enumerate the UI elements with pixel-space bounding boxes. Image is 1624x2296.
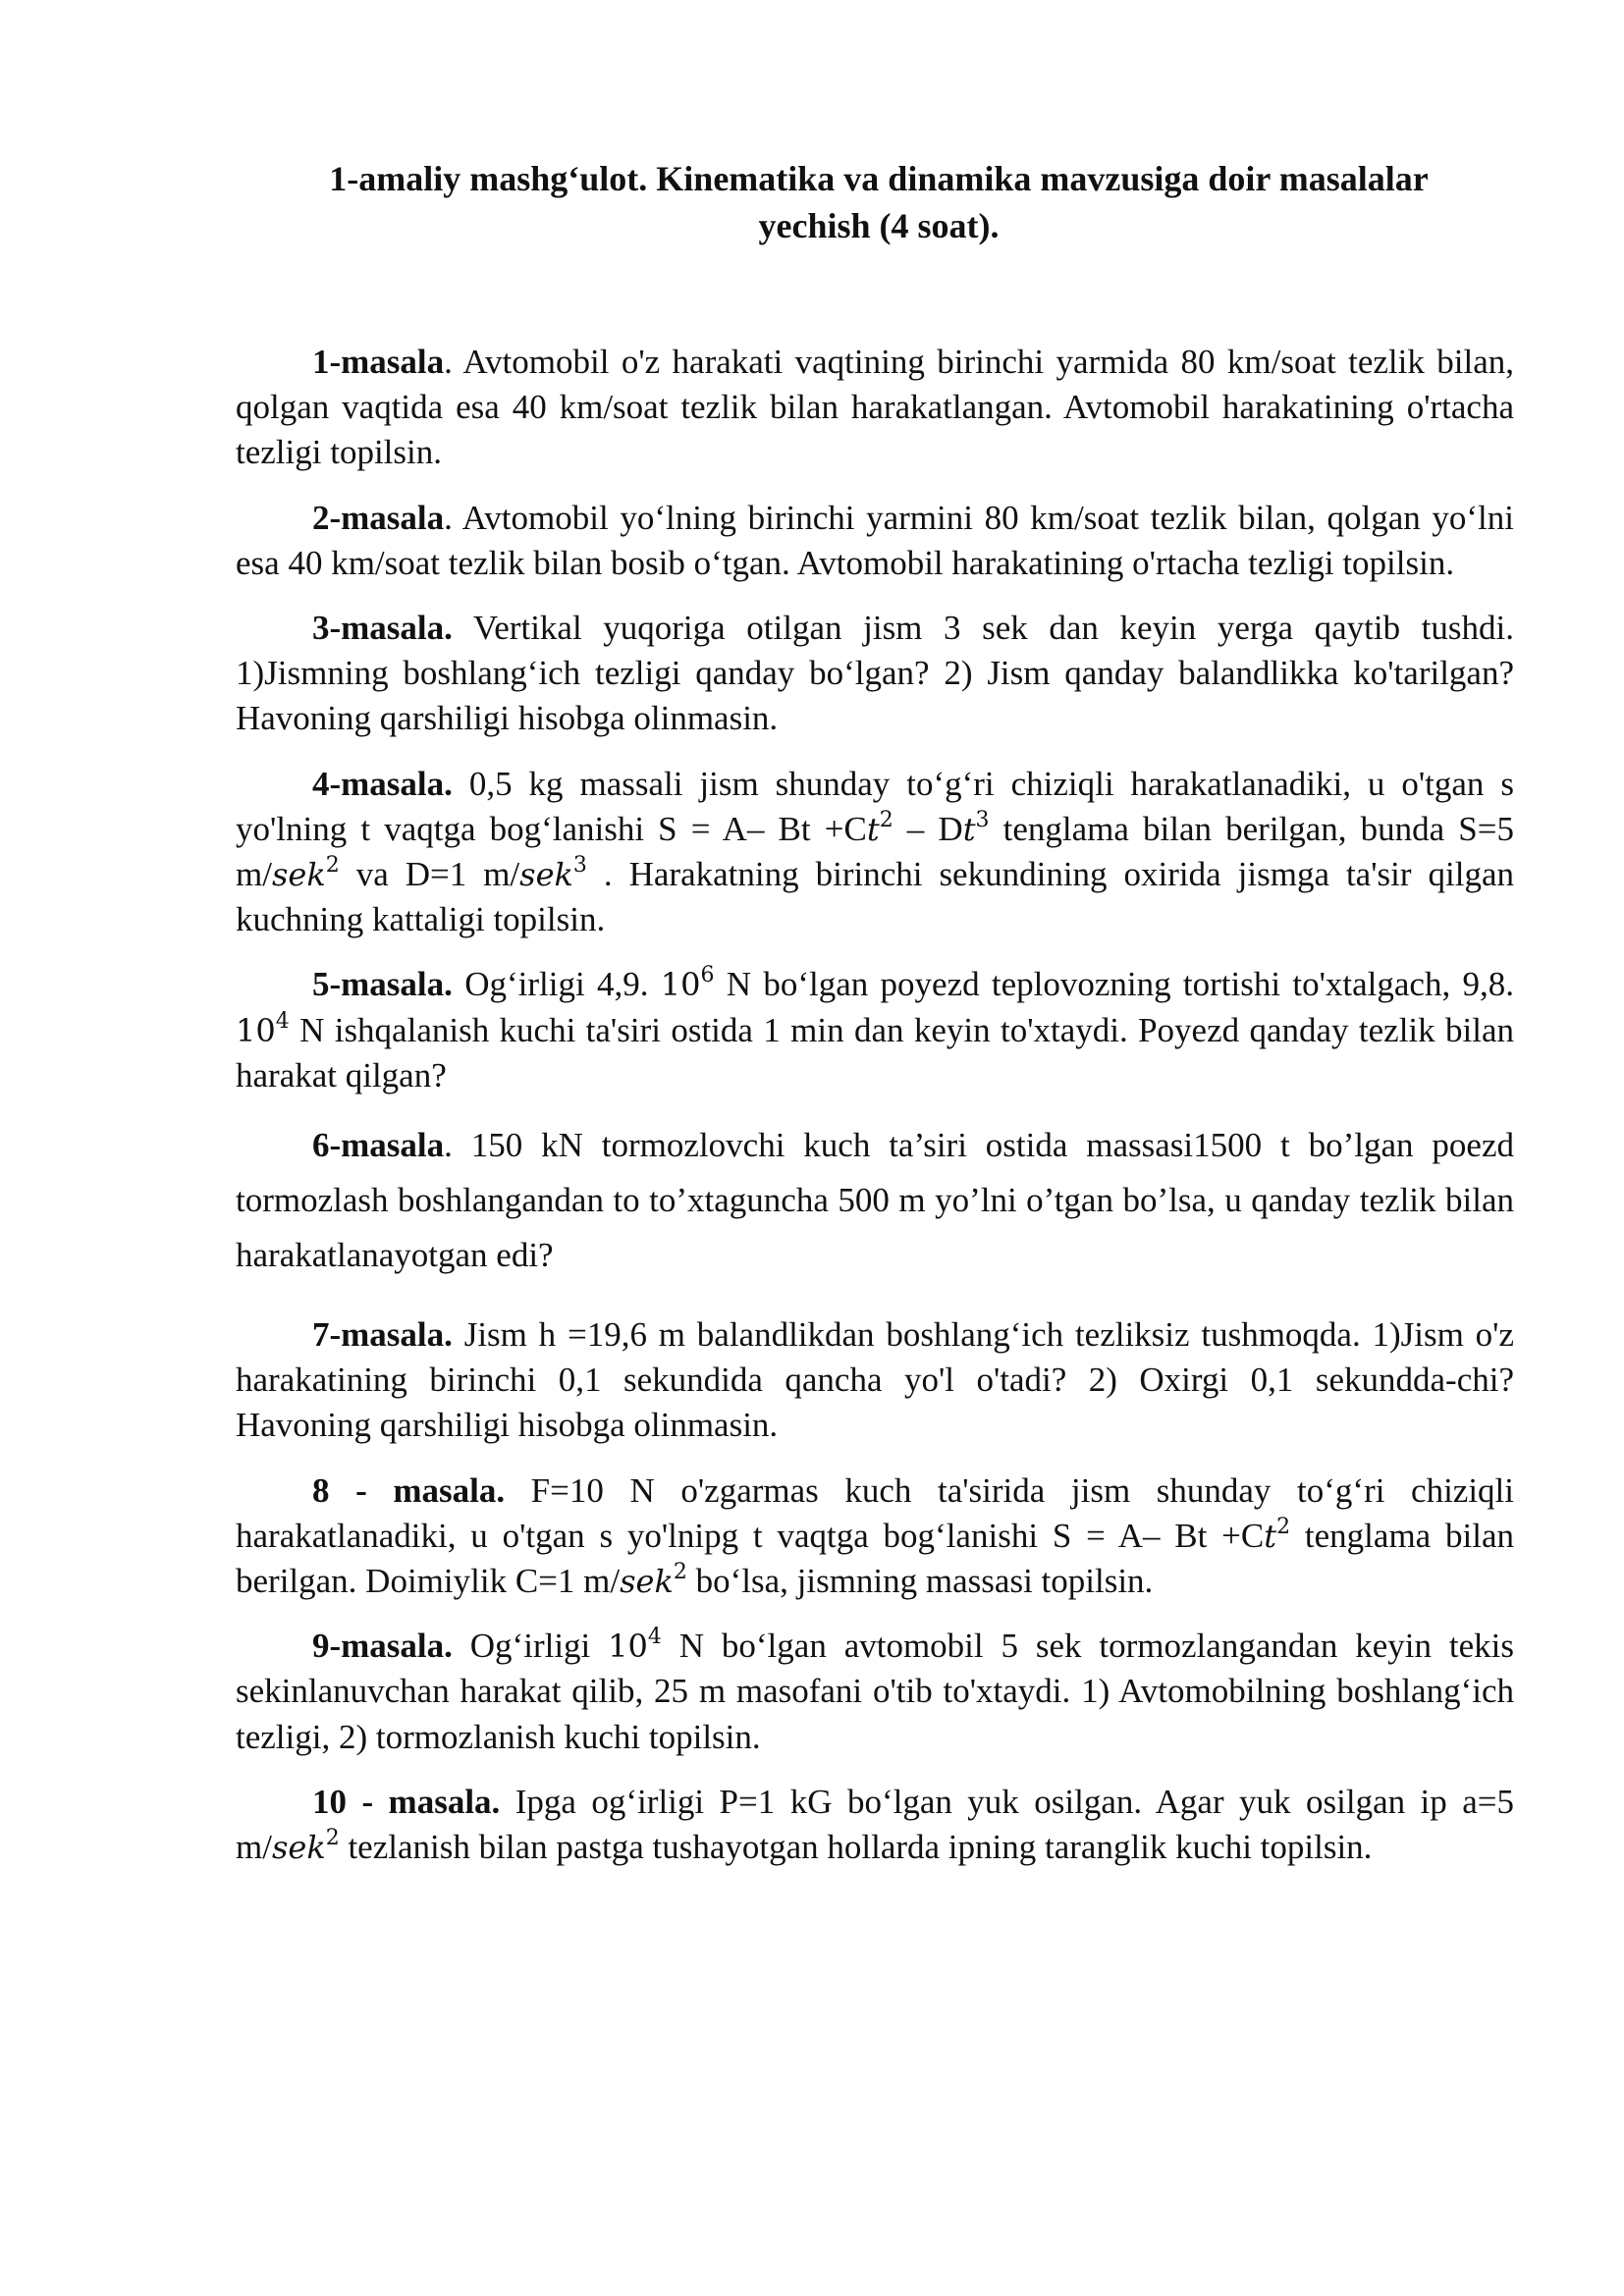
math-unit-sek: sek [271, 1829, 326, 1867]
problem-9-label: 9-masala. [312, 1627, 453, 1666]
problem-4-label: 4-masala. [312, 764, 453, 803]
problem-3 [236, 606, 1514, 742]
math-exponent: 3 [975, 807, 990, 832]
problem-8-text-1: F=10 N o'zgarmas kuch ta'sirida jism shunday to‘g‘ri chiziqli harakatlanadiki, u o'tgan s yo'lnipg t vaqtga bog‘lanishi S = A– Bt +C [236, 1470, 1515, 1555]
page-title [236, 155, 1522, 249]
math-exponent: 2 [673, 1560, 687, 1585]
problem-4-text-3: tenglama bilan berilgan, bunda S=5 m/ [236, 809, 1515, 894]
problem-10 [236, 1780, 1514, 1870]
problem-1-text: . Avtomobil o'z harakati vaqtining birinchi yarmida 80 km/soat tezlik bilan, qolgan vaqtida esa 40 km/soat tezlik bilan harakatlangan. Avtomobil harakatining o'rtacha tezligi topilsin. [236, 343, 1514, 472]
math-number: 10 [608, 1628, 648, 1666]
math-exponent: 2 [1276, 1514, 1291, 1539]
problem-7 [236, 1312, 1514, 1449]
problem-2-label: 2-masala [312, 498, 445, 537]
math-unit-sek: sek [519, 856, 573, 894]
problem-2 [236, 496, 1514, 586]
problem-6 [236, 1118, 1514, 1283]
problem-8-text-3: bo‘lsa, jismning massasi topilsin. [686, 1562, 1154, 1601]
problem-10-text-2: tezlanish bilan pastga tushayotgan hollarda ipning taranglik kuchi topilsin. [339, 1828, 1373, 1867]
problem-9-text-2: N bo‘lgan avtomobil 5 sek tormozlangandan keyin tekis sekinlanuvchan harakat qilib, 25 m masofani o'tib to'xtaydi. 1) Avtomobilning boshlang‘ich tezligi, 2) tormozlanish kuchi topilsin. [236, 1627, 1515, 1756]
problem-7-label: 7-masala. [312, 1315, 453, 1355]
math-exponent: 3 [572, 853, 587, 879]
math-var-t: t [866, 810, 880, 848]
math-exponent: 2 [325, 1826, 340, 1851]
problem-8 [236, 1468, 1514, 1605]
problem-9-text-1: Og‘irligi [452, 1627, 609, 1666]
problem-5 [236, 962, 1514, 1098]
problem-4 [236, 762, 1514, 943]
title-line-2: yechish (4 soat). [758, 206, 1000, 245]
problem-8-text-2: tenglama bilan berilgan. Doimiylik C=1 m/ [236, 1516, 1514, 1601]
math-unit-sek: sek [271, 856, 326, 894]
problem-3-text: Vertikal yuqoriga otilgan jism 3 sek dan keyin yerga qaytib tushdi. 1)Jismning boshlang‘ich tezligi qanday bo‘lgan? 2) Jism qanday balandlikka ko'tarilgan? Havoning qarshiligi hisobga olinmasin. [236, 609, 1514, 738]
math-number: 10 [660, 966, 701, 1004]
problem-10-text-1: Ipga og‘irligi P=1 kG bo‘lgan yuk osilgan. Agar yuk osilgan ip a=5 m/ [236, 1782, 1515, 1867]
problem-10-label: 10 - masala. [312, 1782, 501, 1821]
problem-1-label: 1-masala [312, 343, 445, 381]
math-exponent: 4 [647, 1625, 662, 1650]
math-exponent: 2 [325, 853, 340, 879]
problem-5-text-3: N ishqalanish kuchi ta'siri ostida 1 min dan keyin to'xtaydi. Poyezd qanday tezlik bilan harakat qilgan? [236, 1010, 1514, 1095]
problem-list [236, 340, 1514, 1890]
problem-3-label: 3-masala. [312, 609, 453, 648]
problem-7-text: Jism h =19,6 m balandlikdan boshlang‘ich tezliksiz tushmoqda. 1)Jism o'z harakatining birinchi 0,1 sekundida qancha yo'l o'tadi? 2) Oxirgi 0,1 sekundda-chi? Havoning qarshiligi hisobga olinmasin. [236, 1315, 1514, 1445]
math-exponent: 4 [275, 1008, 290, 1034]
math-var-t: t [1264, 1517, 1277, 1555]
problem-1 [236, 340, 1514, 476]
math-unit-sek: sek [620, 1563, 674, 1601]
title-line-1: 1-amaliy mashg‘ulot. Kinematika va dinamika mavzusiga doir masalalar [329, 159, 1429, 198]
problem-4-text-5: . Harakatning birinchi sekundining oxirida jismga ta'sir qilgan kuchning kattaligi topilsin. [236, 855, 1514, 939]
math-exponent: 2 [879, 807, 893, 832]
math-exponent: 6 [700, 963, 715, 988]
math-var-t: t [962, 810, 976, 848]
problem-9 [236, 1624, 1514, 1760]
problem-6-text: . 150 kN tormozlovchi kuch ta’siri ostida massasi1500 t bo’lgan poezd tormozlash boshlangandan to to’xtaguncha 500 m yo’lni o’tgan bo’lsa, u qanday tezlik bilan harakatlanayotgan edi? [236, 1126, 1514, 1275]
problem-6-label: 6-masala [312, 1126, 445, 1165]
problem-2-text: . Avtomobil yo‘lning birinchi yarmini 80 km/soat tezlik bilan, qolgan yo‘lni esa 40 km/soat tezlik bilan bosib o‘tgan. Avtomobil harakatining o'rtacha tezligi topilsin. [236, 498, 1514, 582]
problem-5-text-1: Og‘irligi 4,9. [452, 965, 661, 1004]
problem-4-text-1: 0,5 kg massali jism shunday to‘g‘ri chiziqli harakatlanadiki, u o'tgan s yo'lning t vaqtga bog‘lanishi S = A– Bt +C [236, 764, 1514, 848]
problem-5-label: 5-masala. [312, 965, 453, 1004]
problem-8-label: 8 - masala. [312, 1470, 506, 1510]
problem-5-text-2: N bo‘lgan poyezd teplovozning tortishi to'xtalgach, 9,8. [714, 965, 1515, 1004]
math-number: 10 [236, 1011, 276, 1049]
problem-4-text-2: – D [893, 809, 963, 848]
problem-4-text-4: va D=1 m/ [339, 855, 520, 894]
